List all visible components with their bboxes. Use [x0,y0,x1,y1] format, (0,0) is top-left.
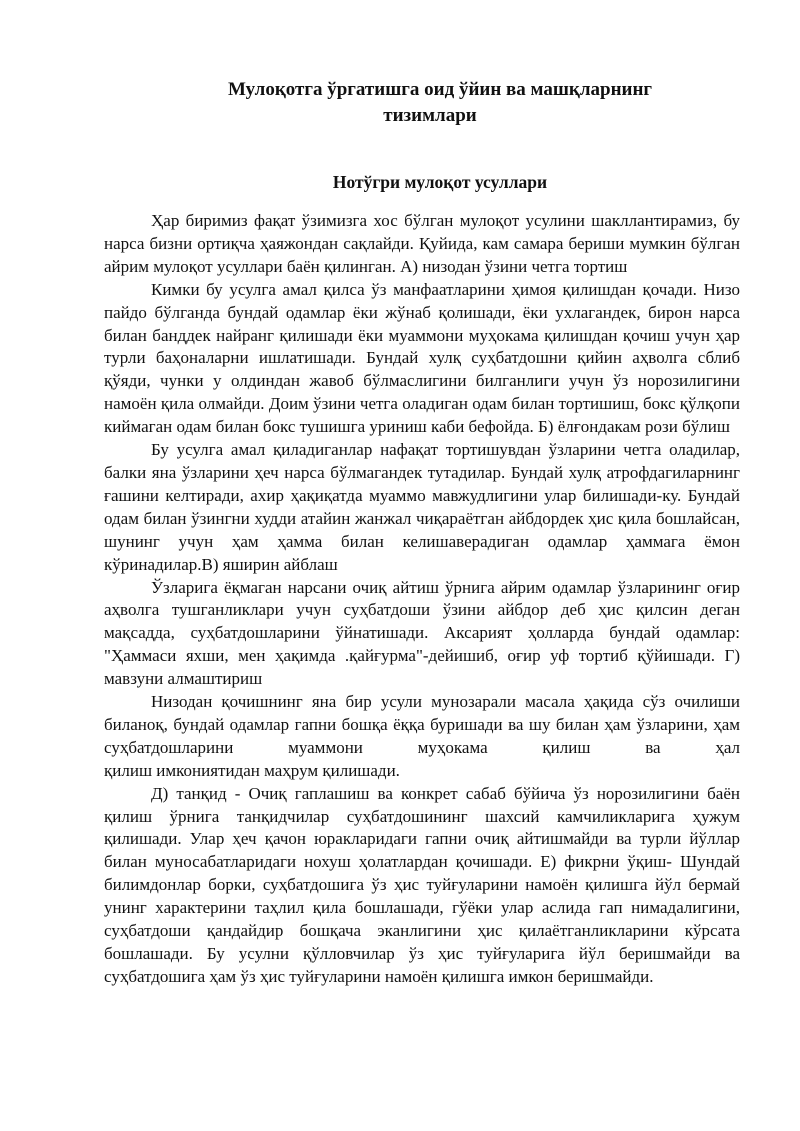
document-title-line-1: Мулоқотга ўргатишга оид ўйин ва машқларнинг [227,79,653,100]
paragraph: қилиш имкониятидан маҳрум қилишади. [104,760,400,780]
document-body [104,210,740,989]
section-subtitle: Нотўгри мулоқот усуллари [332,172,548,192]
document-title-line-2: тизимлари [383,105,477,126]
paragraph: Бу усулга амал қиладиганлар нафақат тортишувдан ўзларини четга оладилар, балки яна ўзларини ҳеч нарса бўлмагандек тутадилар. Бундай хулқ атрофдагиларнинг ғашини келтиради, ахир ҳақиқатда муаммо мавжудлигини улар билишади-ку. Бундай одам билан ўзингни худди атайин жанжал чиқараётган айбдордек ҳис қила бошлайсан, шунинг учун ҳам ҳамма билан келишаверадиган одамлар ҳаммага ёмон кўринадилар.В) яширин айблаш [104,440,740,574]
paragraph: Ўзларига ёқмаган нарсани очиқ айтиш ўрнига айрим одамлар ўзларининг оғир аҳволга тушганликлари учун суҳбатдоши ўзини айбдор деб ҳис қилсин деган мақсадда, суҳбатдошларини ўйнатишади. Аксарият ҳолларда бундай одамлар: "Ҳаммаси яхши, мен ҳақимда .қайғурма"-дейишиб, оғир уф тортиб қўйишади. Г) мавзуни алмаштириш [104,577,740,689]
paragraph: Ҳар биримиз фақат ўзимизга хос бўлган мулоқот усулини шакллантирамиз, бу нарса бизни ортиқча ҳаяжондан сақлайди. Қуйида, кам самара бериши мумкин бўлган айрим мулоқот усуллари баён қилинган. А) низодан ўзини четга тортиш [104,211,740,276]
paragraph: Низодан қочишнинг яна бир усули мунозарали масала ҳақида сўз очилиши биланоқ, бундай одамлар гапни бошқа ёққа буришади ва шу билан ҳам ўзларини, ҳам суҳбатдошларини муаммони муҳокама қилиш ва ҳал [104,692,740,757]
paragraph: Кимки бу усулга амал қилса ўз манфаатларини ҳимоя қилишдан қочади. Низо пайдо бўлганда бундай одамлар ёки жўнаб қолишади, ёки ухлагандек, бирон нарса билан банддек найранг қилишади ёки муаммони муҳокама қилишдан қочиш учун ҳар турли баҳоналарни ишлатишади. Бундай хулқ суҳбатдошни қийин аҳволга сблиб қўяди, чунки у олдиндан жавоб бўлмаслигини билганлиги учун ўз норозилигини намоён қила олмайди. Доим ўзини четга оладиган одам билан тортишиш, бокс қўлқопи киймаган одам билан бокс тушишга уриниш каби бефойда. Б) ёлғондакам рози бўлиш [104,279,740,437]
paragraph: Д) танқид - Очиқ гаплашиш ва конкрет сабаб бўйича ўз норозилигини баён қилиш ўрнига танқидчилар суҳбатдошининг шахсий камчиликларига ҳужум қилишади. Улар ҳеч қачон юракларидаги гапни очиқ айтишмайди ва турли йўллар билан муносабатларидаги нохуш ҳолатлардан қочишади. Е) фикрни ўқиш- Шундай билимдонлар борки, суҳбатдошига ўз ҳис туйғуларини намоён қилишга йўл бермай унинг характерини таҳлил қила бошлашади, гўёки улар аслида гап нимадалигини, суҳбатдоши қандайдир бошқача эканлигини ҳис қилаётганликларини кўрсата бошлашади. Бу усулни қўлловчилар ўз ҳис туйғуларига йўл беришмайди ва суҳбатдошига ҳам ўз ҳис туйғуларини намоён қилишга имкон беришмайди. [104,783,740,986]
